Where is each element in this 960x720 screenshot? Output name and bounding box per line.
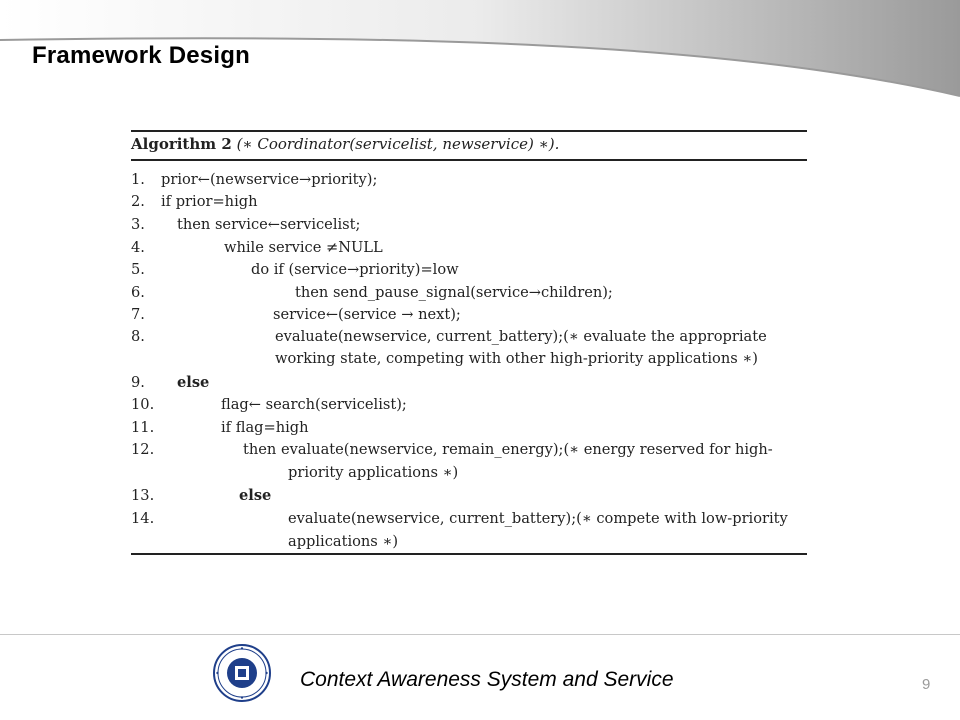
- top-rule: [131, 130, 807, 132]
- line-code: then send_pause_signal(service→children);: [295, 284, 613, 301]
- line-code: applications ∗): [288, 533, 399, 550]
- footer-course-title: Context Awareness System and Service: [300, 668, 674, 691]
- line-number: 1.: [131, 171, 145, 188]
- line-code: do if (service→priority)=low: [251, 261, 459, 278]
- algo-line-8: [131, 326, 811, 348]
- algo-line-4: [131, 237, 811, 259]
- algo-line-3: [131, 214, 811, 236]
- line-number: 7.: [131, 306, 145, 323]
- line-code: priority applications ∗): [288, 464, 459, 481]
- header-rule: [131, 159, 807, 161]
- line-code: else: [239, 487, 272, 504]
- line-number: 3.: [131, 216, 145, 233]
- algo-line-6: [131, 282, 811, 304]
- line-number: 11.: [131, 419, 155, 436]
- line-code: service←(service → next);: [273, 306, 461, 323]
- algo-line-5: [131, 259, 811, 281]
- line-code: while service ≠NULL: [224, 239, 383, 256]
- line-code: if flag=high: [221, 419, 309, 436]
- university-seal-icon: [213, 644, 271, 702]
- algo-line-7: [131, 304, 811, 326]
- line-code: prior←(newservice→priority);: [161, 171, 378, 188]
- line-number: 6.: [131, 284, 145, 301]
- line-number: 5.: [131, 261, 145, 278]
- line-code: if prior=high: [161, 193, 258, 210]
- line-number: 2.: [131, 193, 145, 210]
- line-number: 13.: [131, 487, 155, 504]
- bottom-rule: [131, 553, 807, 555]
- algorithm-number: Algorithm 2: [131, 135, 232, 153]
- line-code: evaluate(newservice, current_battery);(∗ compete with low-priority: [288, 510, 788, 527]
- algo-line-14: [131, 508, 811, 530]
- line-code: flag← search(servicelist);: [221, 396, 407, 413]
- page-number: 9: [922, 676, 931, 693]
- slide-title: Framework Design: [32, 42, 250, 69]
- line-number: 9.: [131, 374, 145, 391]
- algo-line-1: [131, 169, 811, 191]
- line-number: 10.: [131, 396, 155, 413]
- line-number: 4.: [131, 239, 145, 256]
- algo-line-8-cont: [131, 348, 811, 370]
- algo-line-13: [131, 485, 811, 507]
- line-number: 14.: [131, 510, 155, 527]
- algorithm-header: [131, 135, 559, 153]
- line-number: 8.: [131, 328, 145, 345]
- line-code: then evaluate(newservice, remain_energy);(∗ energy reserved for high-: [243, 441, 773, 458]
- algorithm-signature: (∗ Coordinator(servicelist, newservice) ∗).: [231, 135, 560, 153]
- algo-line-11: [131, 417, 811, 439]
- line-code: working state, competing with other high-priority applications ∗): [275, 350, 758, 367]
- algo-line-2: [131, 191, 811, 213]
- algo-line-9: [131, 372, 811, 394]
- algorithm-figure: [117, 115, 815, 568]
- algo-line-12: [131, 439, 811, 461]
- line-code: else: [177, 374, 210, 391]
- line-code: evaluate(newservice, current_battery);(∗ evaluate the appropriate: [275, 328, 767, 345]
- algo-line-10: [131, 394, 811, 416]
- footer-divider: [0, 634, 960, 635]
- algo-line-12-cont: [131, 462, 811, 484]
- algo-line-14-cont: [131, 531, 811, 553]
- line-code: then service←servicelist;: [177, 216, 361, 233]
- line-number: 12.: [131, 441, 155, 458]
